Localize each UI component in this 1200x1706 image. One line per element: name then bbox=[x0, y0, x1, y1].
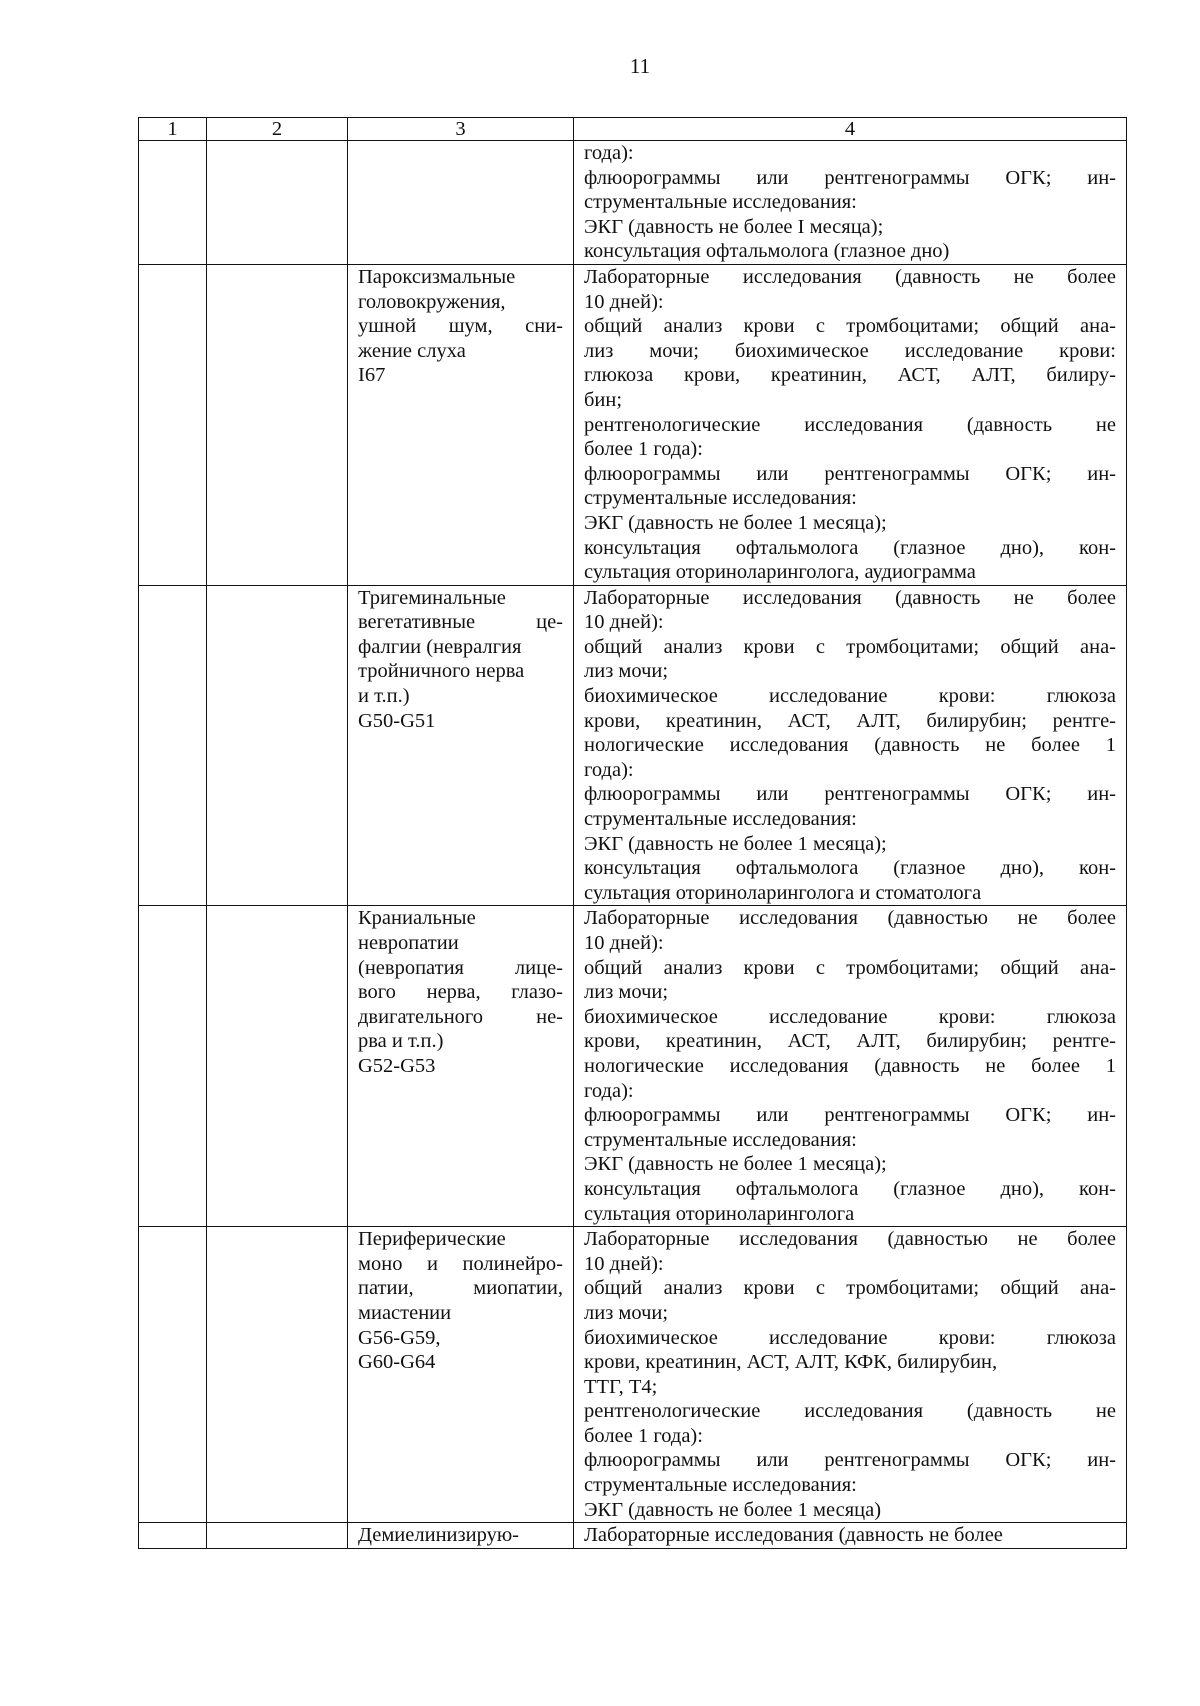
table-row bbox=[139, 141, 1127, 265]
requirement-line: консультация офтальмолога (глазное дно), кон- bbox=[584, 536, 1116, 559]
condition-line: I67 bbox=[358, 364, 386, 387]
requirement-line: 10 дней): bbox=[584, 1252, 664, 1275]
requirements-cell bbox=[574, 141, 1127, 265]
cell-col-2 bbox=[207, 906, 348, 1227]
cell-col-1 bbox=[139, 906, 207, 1227]
requirement-line: крови, креатинин, АСТ, АЛТ, билирубин; рентге- bbox=[584, 709, 1116, 732]
requirement-line: ТТГ, Т4; bbox=[584, 1375, 658, 1398]
table-row bbox=[139, 1227, 1127, 1523]
requirement-line: общий анализ крови с тромбоцитами; общий ана- bbox=[584, 635, 1116, 658]
requirement-line: струментальные исследования: bbox=[584, 808, 857, 831]
requirements-cell bbox=[574, 1227, 1127, 1523]
cell-col-2 bbox=[207, 141, 348, 265]
requirement-line: флюорограммы или рентгенограммы ОГК; ин- bbox=[584, 462, 1116, 485]
requirement-line: общий анализ крови с тромбоцитами; общий ана- bbox=[584, 315, 1116, 338]
condition-cell bbox=[348, 585, 574, 906]
requirement-line: ЭКГ (давность не более I месяца); bbox=[584, 215, 884, 238]
requirement-line: сультация оториноларинголога и стоматолога bbox=[584, 881, 982, 904]
condition-line: G52-G53 bbox=[358, 1054, 436, 1077]
requirement-line: года): bbox=[584, 142, 634, 164]
condition-cell bbox=[348, 1523, 574, 1549]
requirement-line: сультация оториноларинголога, аудиограмма bbox=[584, 561, 976, 584]
requirement-line: года): bbox=[584, 758, 634, 781]
requirement-line: ЭКГ (давность не более 1 месяца) bbox=[584, 1498, 882, 1521]
requirement-line: струментальные исследования: bbox=[584, 487, 857, 510]
condition-line: G50-G51 bbox=[358, 709, 436, 732]
condition-line: вого нерва, глазо- bbox=[358, 981, 563, 1004]
cell-col-2 bbox=[207, 264, 348, 585]
requirement-line: Лабораторные исследования (давность не более bbox=[584, 586, 1116, 609]
header-col-1: 1 bbox=[139, 118, 207, 141]
table-row bbox=[139, 264, 1127, 585]
table-row bbox=[139, 1523, 1127, 1549]
cell-col-2 bbox=[207, 1523, 348, 1549]
requirement-line: Лабораторные исследования (давностью не более bbox=[584, 907, 1116, 930]
requirement-line: лиз мочи; bbox=[584, 660, 669, 683]
cell-col-1 bbox=[139, 1523, 207, 1549]
requirement-line: нологические исследования (давность не более 1 bbox=[584, 734, 1116, 757]
cell-col-1 bbox=[139, 1227, 207, 1523]
condition-line: фалгии (невралгия bbox=[358, 635, 522, 658]
condition-line: Периферические bbox=[358, 1228, 506, 1251]
requirement-line: флюорограммы или рентгенограммы ОГК; ин- bbox=[584, 166, 1116, 189]
condition-cell bbox=[348, 906, 574, 1227]
requirement-line: Лабораторные исследования (давность не более bbox=[584, 1524, 1003, 1547]
table-header-row bbox=[139, 118, 1127, 141]
condition-line: ушной шум, сни- bbox=[358, 315, 563, 338]
cell-col-1 bbox=[139, 585, 207, 906]
condition-line: жение слуха bbox=[358, 339, 466, 362]
condition-line: Тригеминальные bbox=[358, 586, 506, 609]
condition-line: невропатии bbox=[358, 932, 459, 954]
requirement-line: ЭКГ (давность не более 1 месяца); bbox=[584, 511, 887, 534]
requirement-line: Лабораторные исследования (давностью не более bbox=[584, 1228, 1116, 1251]
condition-line: патии, миопатии, bbox=[358, 1277, 563, 1300]
requirement-line: сультация оториноларинголога bbox=[584, 1202, 855, 1225]
requirement-line: флюорограммы или рентгенограммы ОГК; ин- bbox=[584, 783, 1116, 806]
requirement-line: крови, креатинин, АСТ, АЛТ, КФК, билирубин, bbox=[584, 1351, 998, 1374]
header-col-2: 2 bbox=[207, 118, 348, 141]
requirement-line: 10 дней): bbox=[584, 932, 664, 954]
requirement-line: года): bbox=[584, 1079, 634, 1102]
condition-line: двигательного не- bbox=[358, 1005, 563, 1028]
table-row bbox=[139, 906, 1127, 1227]
condition-line: головокружения, bbox=[358, 290, 506, 313]
requirement-line: консультация офтальмолога (глазное дно), кон- bbox=[584, 857, 1116, 880]
requirement-line: общий анализ крови с тромбоцитами; общий ана- bbox=[584, 1277, 1116, 1300]
requirement-line: нологические исследования (давность не более 1 bbox=[584, 1054, 1116, 1077]
page-number: 11 bbox=[629, 54, 651, 78]
condition-cell bbox=[348, 264, 574, 585]
condition-line: миастении bbox=[358, 1301, 452, 1324]
requirement-line: 10 дней): bbox=[584, 290, 664, 313]
requirement-line: более 1 года): bbox=[584, 438, 703, 461]
table-row bbox=[139, 585, 1127, 906]
cell-col-2 bbox=[207, 1227, 348, 1523]
header-col-4: 4 bbox=[574, 118, 1127, 141]
requirements-table bbox=[138, 117, 1127, 1549]
requirements-cell bbox=[574, 264, 1127, 585]
header-col-3: 3 bbox=[348, 118, 574, 141]
requirement-line: бин; bbox=[584, 388, 623, 411]
condition-line: и т.п.) bbox=[358, 685, 410, 708]
requirement-line: биохимическое исследование крови: глюкоза bbox=[584, 1326, 1116, 1349]
requirement-line: консультация офтальмолога (глазное дно), кон- bbox=[584, 1177, 1116, 1200]
cell-col-1 bbox=[139, 141, 207, 265]
requirement-line: лиз мочи; биохимическое исследование крови: bbox=[584, 339, 1116, 362]
condition-line: моно и полинейро- bbox=[358, 1252, 563, 1275]
requirement-line: лиз мочи; bbox=[584, 981, 669, 1004]
requirement-line: крови, креатинин, АСТ, АЛТ, билирубин; рентге- bbox=[584, 1030, 1116, 1053]
requirements-cell bbox=[574, 585, 1127, 906]
cell-col-2 bbox=[207, 585, 348, 906]
requirement-line: ЭКГ (давность не более 1 месяца); bbox=[584, 1153, 887, 1176]
requirement-line: струментальные исследования: bbox=[584, 1128, 857, 1151]
condition-line: тройничного нерва bbox=[358, 660, 525, 683]
table-body bbox=[139, 141, 1127, 1549]
condition-line: Краниальные bbox=[358, 907, 476, 930]
requirement-line: биохимическое исследование крови: глюкоза bbox=[584, 685, 1116, 708]
requirement-line: общий анализ крови с тромбоцитами; общий ана- bbox=[584, 956, 1116, 979]
requirement-line: струментальные исследования: bbox=[584, 191, 857, 214]
requirement-line: рентгенологические исследования (давность не bbox=[584, 413, 1116, 436]
condition-line: рва и т.п.) bbox=[358, 1030, 444, 1053]
requirement-line: флюорограммы или рентгенограммы ОГК; ин- bbox=[584, 1449, 1116, 1472]
requirement-line: лиз мочи; bbox=[584, 1301, 669, 1324]
requirements-cell bbox=[574, 906, 1127, 1227]
requirement-line: Лабораторные исследования (давность не более bbox=[584, 265, 1116, 288]
requirement-line: рентгенологические исследования (давность не bbox=[584, 1400, 1116, 1423]
requirement-line: ЭКГ (давность не более 1 месяца); bbox=[584, 832, 887, 855]
requirement-line: 10 дней): bbox=[584, 611, 664, 634]
requirements-cell bbox=[574, 1523, 1127, 1549]
requirement-line: более 1 года): bbox=[584, 1424, 703, 1447]
requirement-line: консультация офтальмолога (глазное дно) bbox=[584, 240, 950, 263]
requirement-line: глюкоза крови, креатинин, АСТ, АЛТ, билиру- bbox=[584, 364, 1116, 387]
condition-cell bbox=[348, 1227, 574, 1523]
condition-line: (невропатия лице- bbox=[358, 956, 563, 979]
requirement-line: биохимическое исследование крови: глюкоза bbox=[584, 1005, 1116, 1028]
condition-line: Демиелинизирую- bbox=[358, 1524, 519, 1547]
condition-line: вегетативные це- bbox=[358, 611, 563, 634]
requirement-line: флюорограммы или рентгенограммы ОГК; ин- bbox=[584, 1104, 1116, 1127]
cell-col-1 bbox=[139, 264, 207, 585]
condition-line: Пароксизмальные bbox=[358, 265, 516, 288]
requirement-line: струментальные исследования: bbox=[584, 1474, 857, 1497]
condition-cell bbox=[348, 141, 574, 265]
condition-line: G60-G64 bbox=[358, 1351, 436, 1374]
condition-line: G56-G59, bbox=[358, 1326, 441, 1349]
